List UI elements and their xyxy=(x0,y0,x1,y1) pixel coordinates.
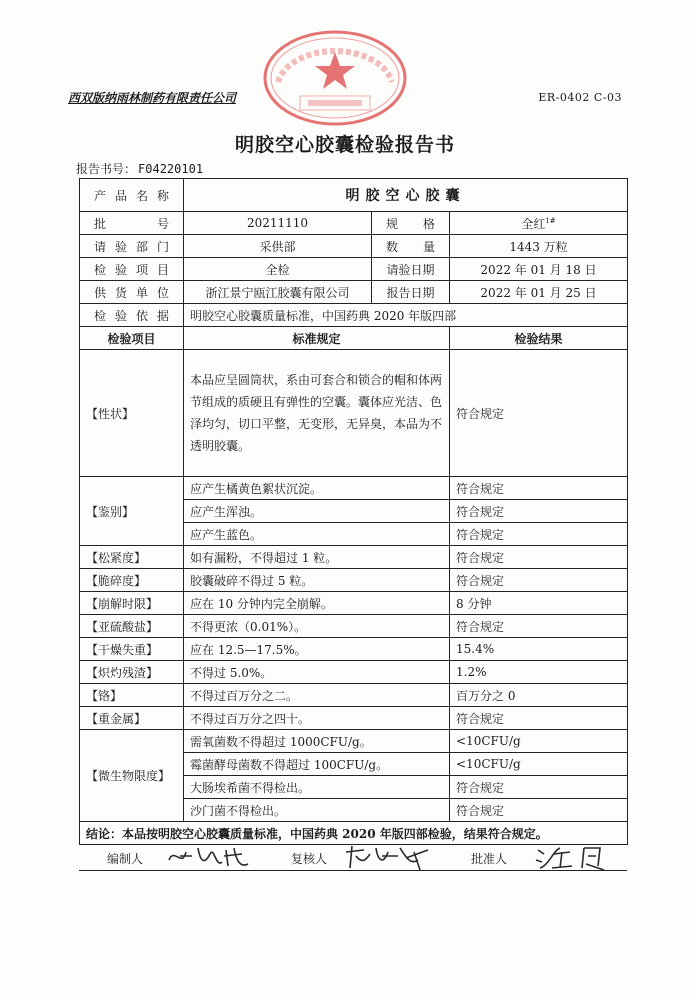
test-result: 符合规定 xyxy=(450,776,628,799)
test-standard: 如有漏粉，不得超过 1 粒。 xyxy=(184,546,450,569)
items-value: 全检 xyxy=(184,258,372,281)
report-number-label: 报告书号： xyxy=(76,162,137,176)
test-result: <10CFU/g xyxy=(450,730,628,753)
table-row xyxy=(80,707,628,730)
basis-value: 明胶空心胶囊质量标准，中国药典 2020 年版四部 xyxy=(184,304,628,327)
table-row xyxy=(80,546,628,569)
test-item: 【脆碎度】 xyxy=(80,569,184,592)
report-number-value: F04220101 xyxy=(138,162,204,176)
approver-signature xyxy=(534,842,614,872)
test-standard: 应产生蓝色。 xyxy=(184,523,450,546)
test-item: 【性状】 xyxy=(80,350,184,477)
dept-value: 采供部 xyxy=(184,235,372,258)
test-result: 15.4% xyxy=(450,638,628,661)
test-standard: 应产生浑浊。 xyxy=(184,500,450,523)
test-item: 【松紧度】 xyxy=(80,546,184,569)
report-date-label: 报告日期 xyxy=(372,281,450,304)
spec-size: 1# xyxy=(545,216,556,225)
table-row xyxy=(80,638,628,661)
table-row xyxy=(80,569,628,592)
batch-value: 20211110 xyxy=(184,212,372,235)
table-row xyxy=(80,592,628,615)
report-table xyxy=(79,178,628,845)
spec-value: 全红 xyxy=(521,216,546,231)
test-item: 【微生物限度】 xyxy=(80,730,184,822)
supplier-label: 供货单位 xyxy=(80,281,184,304)
spec-label: 规格 xyxy=(372,212,450,235)
compiler-signature xyxy=(164,842,254,872)
table-row xyxy=(80,258,628,281)
test-standard: 不得过百万分之二。 xyxy=(184,684,450,707)
compiler-label: 编制人 xyxy=(107,852,144,866)
table-row xyxy=(80,477,628,500)
supplier-value: 浙江景宁瓯江胶囊有限公司 xyxy=(184,281,372,304)
table-row xyxy=(80,661,628,684)
test-result: 符合规定 xyxy=(450,707,628,730)
table-row xyxy=(80,615,628,638)
test-standard: 应产生橘黄色絮状沉淀。 xyxy=(184,477,450,500)
table-row xyxy=(80,304,628,327)
test-item: 【干燥失重】 xyxy=(80,638,184,661)
test-standard: 需氧菌数不得超过 1000CFU/g。 xyxy=(184,730,450,753)
col-header-result: 检验结果 xyxy=(450,327,628,350)
product-name-label: 产品名称 xyxy=(80,179,184,212)
table-row xyxy=(80,235,628,258)
test-item: 【重金属】 xyxy=(80,707,184,730)
document-code: ER-0402 C-03 xyxy=(538,91,622,104)
basis-label: 检验依据 xyxy=(80,304,184,327)
reviewer-label: 复核人 xyxy=(291,852,328,866)
company-name: 西双版纳雨林制药有限责任公司 xyxy=(68,91,237,105)
test-result: 符合规定 xyxy=(450,523,628,546)
test-result: 百万分之 0 xyxy=(450,684,628,707)
table-row xyxy=(80,179,628,212)
test-standard: 应在 12.5—17.5%。 xyxy=(184,638,450,661)
reviewer-signature xyxy=(340,842,435,872)
test-result: 符合规定 xyxy=(450,477,628,500)
table-row xyxy=(80,684,628,707)
conclusion: 结论：本品按明胶空心胶囊质量标准，中国药典 2020 年版四部检验，结果符合规定。 xyxy=(80,822,628,845)
test-result: 符合规定 xyxy=(450,615,628,638)
qty-value: 1443 万粒 xyxy=(450,235,628,258)
test-standard: 霉菌酵母菌数不得超过 100CFU/g。 xyxy=(184,753,450,776)
test-item: 【鉴别】 xyxy=(80,477,184,546)
company-seal xyxy=(260,28,410,128)
batch-label: 批号 xyxy=(80,212,184,235)
table-row xyxy=(80,350,628,477)
col-header-item: 检验项目 xyxy=(80,327,184,350)
table-row xyxy=(80,730,628,753)
test-standard: 不得更浓（0.01%）。 xyxy=(184,615,450,638)
test-result: <10CFU/g xyxy=(450,753,628,776)
approver-label: 批准人 xyxy=(471,852,508,866)
test-item: 【炽灼残渣】 xyxy=(80,661,184,684)
test-result: 符合规定 xyxy=(450,500,628,523)
test-standard: 应在 10 分钟内完全崩解。 xyxy=(184,592,450,615)
test-standard: 大肠埃希菌不得检出。 xyxy=(184,776,450,799)
test-standard: 不得过百万分之四十。 xyxy=(184,707,450,730)
request-date-label: 请验日期 xyxy=(372,258,450,281)
test-item: 【崩解时限】 xyxy=(80,592,184,615)
dept-label: 请验部门 xyxy=(80,235,184,258)
table-row xyxy=(80,327,628,350)
page-title: 明胶空心胶囊检验报告书 xyxy=(234,134,455,156)
table-row xyxy=(80,281,628,304)
test-standard: 不得过 5.0%。 xyxy=(184,661,450,684)
table-row xyxy=(80,212,628,235)
items-label: 检验项目 xyxy=(80,258,184,281)
test-standard: 本品应呈圆筒状，系由可套合和锁合的帽和体两节组成的质硬且有弹性的空囊。囊体应光洁、色泽均匀，切口平整，无变形，无异臭，本品为不透明胶囊。 xyxy=(184,350,450,477)
test-result: 1.2% xyxy=(450,661,628,684)
report-date-value: 2022 年 01 月 25 日 xyxy=(450,281,628,304)
test-result: 符合规定 xyxy=(450,350,628,477)
qty-label: 数量 xyxy=(372,235,450,258)
test-result: 8 分钟 xyxy=(450,592,628,615)
report-number xyxy=(76,160,203,177)
test-result: 符合规定 xyxy=(450,569,628,592)
test-result: 符合规定 xyxy=(450,546,628,569)
col-header-standard: 标准规定 xyxy=(184,327,450,350)
product-name-value: 明胶空心胶囊 xyxy=(184,179,628,212)
test-standard: 沙门菌不得检出。 xyxy=(184,799,450,822)
request-date-value: 2022 年 01 月 18 日 xyxy=(450,258,628,281)
spec-cell xyxy=(450,212,628,235)
test-item: 【铬】 xyxy=(80,684,184,707)
test-item: 【亚硫酸盐】 xyxy=(80,615,184,638)
test-standard: 胶囊破碎不得过 5 粒。 xyxy=(184,569,450,592)
test-result: 符合规定 xyxy=(450,799,628,822)
seal-star-icon xyxy=(315,52,355,89)
